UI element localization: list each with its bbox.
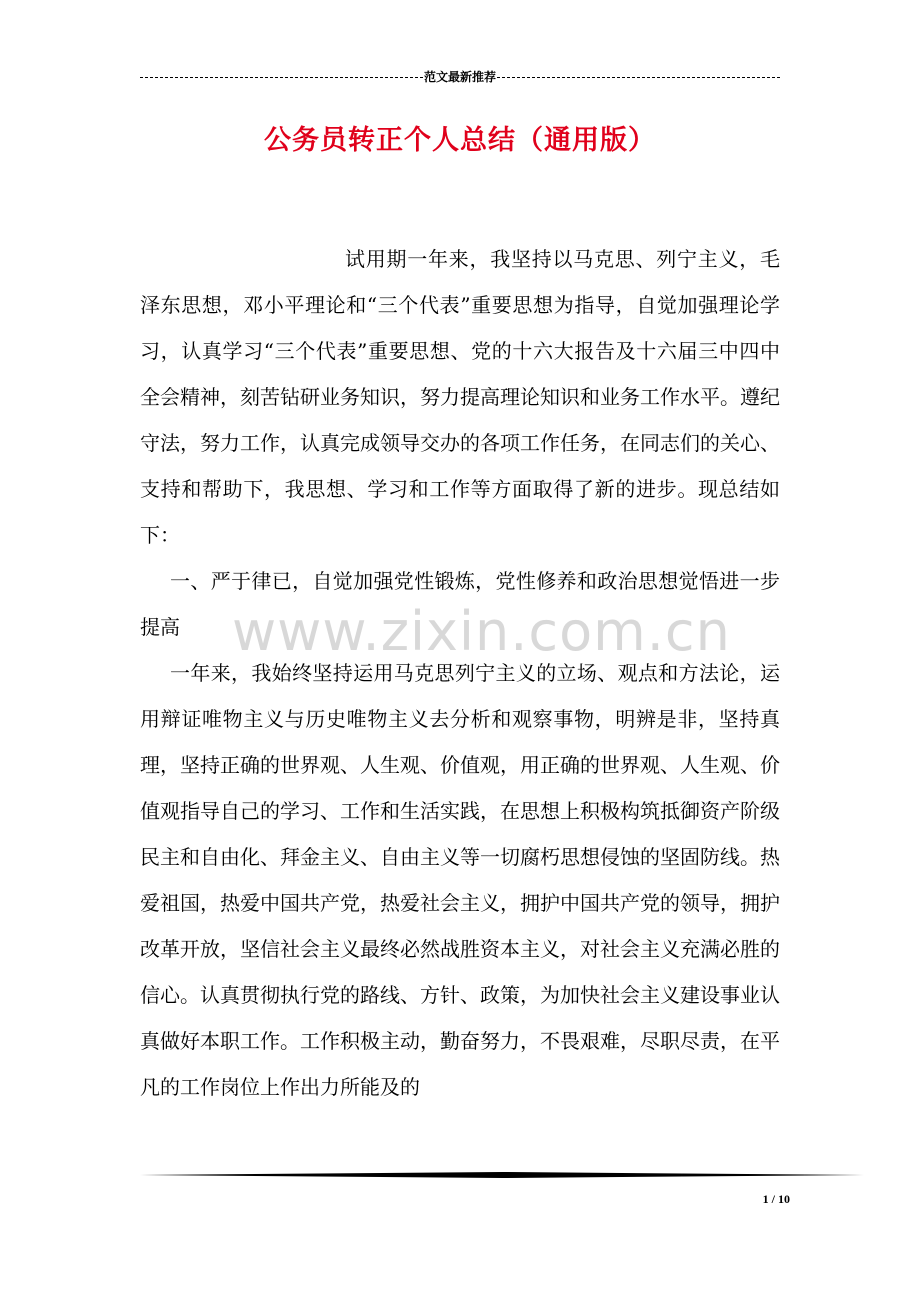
section-paragraph-1: 一年来，我始终坚持运用马克思列宁主义的立场、观点和方法论，运用辩证唯物主义与历史唯物主义去分析和观察事物，明辨是非，坚持真理，坚持正确的世界观、人生观、价值观，用正确的世界观、人生观、价值观指导自己的学习、工作和生活实践，在思想上积极构筑抵御资产阶级民主和自由化、拜金主义、自由主义等一切腐朽思想侵蚀的坚固防线。热爱祖国，热爱中国共产党，热爱社会主义，拥护中国共产党的领导，拥护改革开放，坚信社会主义最终必然战胜资本主义，对社会主义充满必胜的信心。认真贯彻执行党的路线、方针、政策，为加快社会主义建设事业认真做好本职工作。工作积极主动，勤奋努力，不畏艰难，尽职尽责，在平凡的工作岗位上作出力所能及的 <box>140 661 780 1099</box>
document-title: 公务员转正个人总结（通用版） <box>264 125 656 156</box>
header-dash-right <box>497 77 780 78</box>
page-number: 1 / 10 <box>762 1192 790 1206</box>
watermark: www.zixin.com.cn <box>232 600 731 663</box>
intro-paragraph: 试用期一年来，我坚持以马克思、列宁主义，毛泽东思想，邓小平理论和“三个代表”重要思想为指导，自觉加强理论学习，认真学习“三个代表”重要思想、党的十六大报告及十六届三中四中全会精神，刻苦钻研业务知识，努力提高理论知识和业务工作水平。遵纪守法，努力工作，认真完成领导交办的各项工作任务，在同志们的关心、支持和帮助下，我思想、学习和工作等方面取得了新的进步。现总结如下： <box>140 247 780 547</box>
document-body <box>140 236 780 1110</box>
header-label: 范文最新推荐 <box>424 69 497 84</box>
section-heading-1: 一、严于律已，自觉加强党性锻炼，党性修养和政治思想觉悟进一步提高 <box>140 569 780 639</box>
header-dash-left <box>140 77 423 78</box>
footer-rule <box>140 1172 864 1178</box>
page-header <box>140 66 780 86</box>
